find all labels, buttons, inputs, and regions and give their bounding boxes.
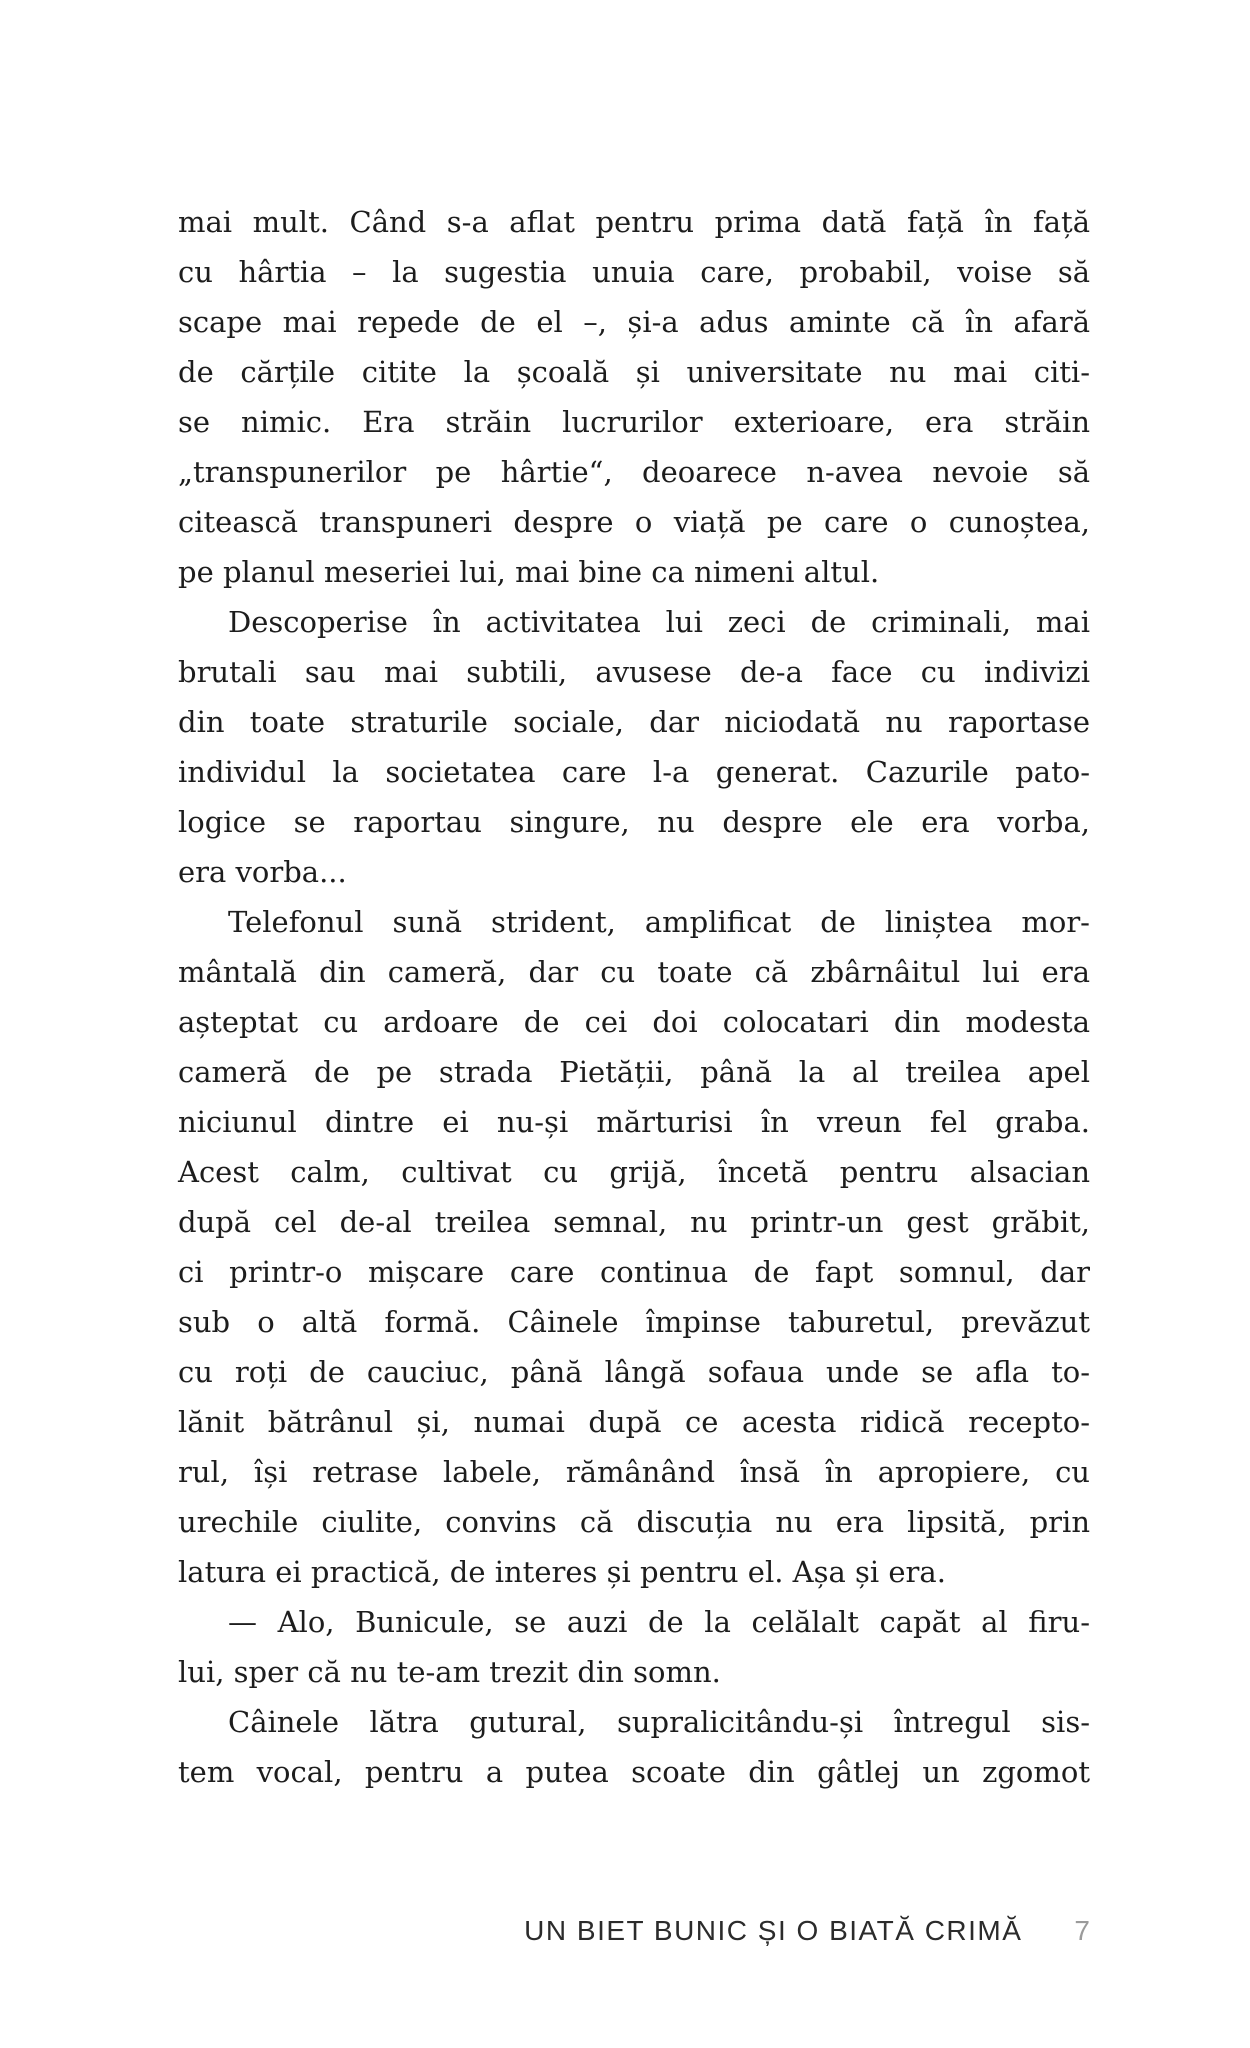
text-line: Câinele lătra gutural, supralicitându-și întregul sis-	[228, 1705, 1090, 1739]
text-line: niciunul dintre ei nu-și mărturisi în vreun fel graba.	[178, 1105, 1090, 1139]
text-line: logice se raportau singure, nu despre ele era vorba,	[178, 805, 1090, 839]
text-line: tem vocal, pentru a putea scoate din gâtlej un zgomot	[178, 1755, 1090, 1789]
text-line: se nimic. Era străin lucrurilor exterioare, era străin	[178, 405, 1090, 439]
text-line: din toate straturile sociale, dar niciodată nu raportase	[178, 705, 1090, 739]
text-line: rul, își retrase labele, rămânând însă în apropiere, cu	[178, 1455, 1090, 1489]
text-line: — Alo, Bunicule, se auzi de la celălalt capăt al firu-	[228, 1605, 1090, 1639]
text-line: Telefonul sună strident, amplificat de liniștea mor-	[228, 905, 1090, 939]
text-line: pe planul meseriei lui, mai bine ca nimeni altul.	[178, 555, 880, 589]
text-line: scape mai repede de el –, și-a adus aminte că în afară	[178, 305, 1090, 339]
running-title: UN BIET BUNIC ȘI O BIATĂ CRIMĂ	[524, 1915, 1023, 1946]
text-line: cameră de pe strada Pietății, până la al treilea apel	[178, 1055, 1090, 1089]
text-line: mântală din cameră, dar cu toate că zbârnâitul lui era	[178, 955, 1090, 989]
text-line: cu roți de cauciuc, până lângă sofaua unde se afla to-	[178, 1355, 1090, 1389]
text-line: citească transpuneri despre o viață pe care o cunoștea,	[178, 505, 1090, 539]
text-line: după cel de-al treilea semnal, nu printr-un gest grăbit,	[178, 1205, 1090, 1239]
text-line: lui, sper că nu te-am trezit din somn.	[178, 1655, 721, 1689]
text-line: lănit bătrânul și, numai după ce acesta ridică recepto-	[178, 1405, 1090, 1439]
text-line: Descoperise în activitatea lui zeci de criminali, mai	[228, 605, 1090, 639]
text-line: urechile ciulite, convins că discuția nu era lipsită, prin	[178, 1505, 1090, 1539]
text-line: brutali sau mai subtili, avusese de-a face cu indivizi	[178, 655, 1090, 689]
text-line: Acest calm, cultivat cu grijă, încetă pentru alsacian	[178, 1155, 1090, 1189]
text-line: de cărțile citite la școală și universitate nu mai citi-	[178, 355, 1090, 389]
page-footer	[178, 1914, 1090, 1948]
text-line: individul la societatea care l-a generat. Cazurile pato-	[178, 755, 1090, 789]
text-line: latura ei practică, de interes și pentru el. Așa și era.	[178, 1555, 946, 1589]
text-line: cu hârtia – la sugestia unuia care, probabil, voise să	[178, 255, 1090, 289]
text-line: „transpunerilor pe hârtie“, deoarece n-avea nevoie să	[178, 455, 1090, 489]
text-line: sub o altă formă. Câinele împinse taburetul, prevăzut	[178, 1305, 1090, 1339]
body-text	[178, 197, 1090, 1797]
text-line: așteptat cu ardoare de cei doi colocatari din modesta	[178, 1005, 1090, 1039]
text-line: mai mult. Când s-a aflat pentru prima dată față în față	[178, 205, 1090, 239]
text-line: ci printr-o mișcare care continua de fapt somnul, dar	[178, 1255, 1090, 1289]
text-line: era vorba...	[178, 855, 347, 889]
page-number: 7	[1074, 1915, 1090, 1946]
